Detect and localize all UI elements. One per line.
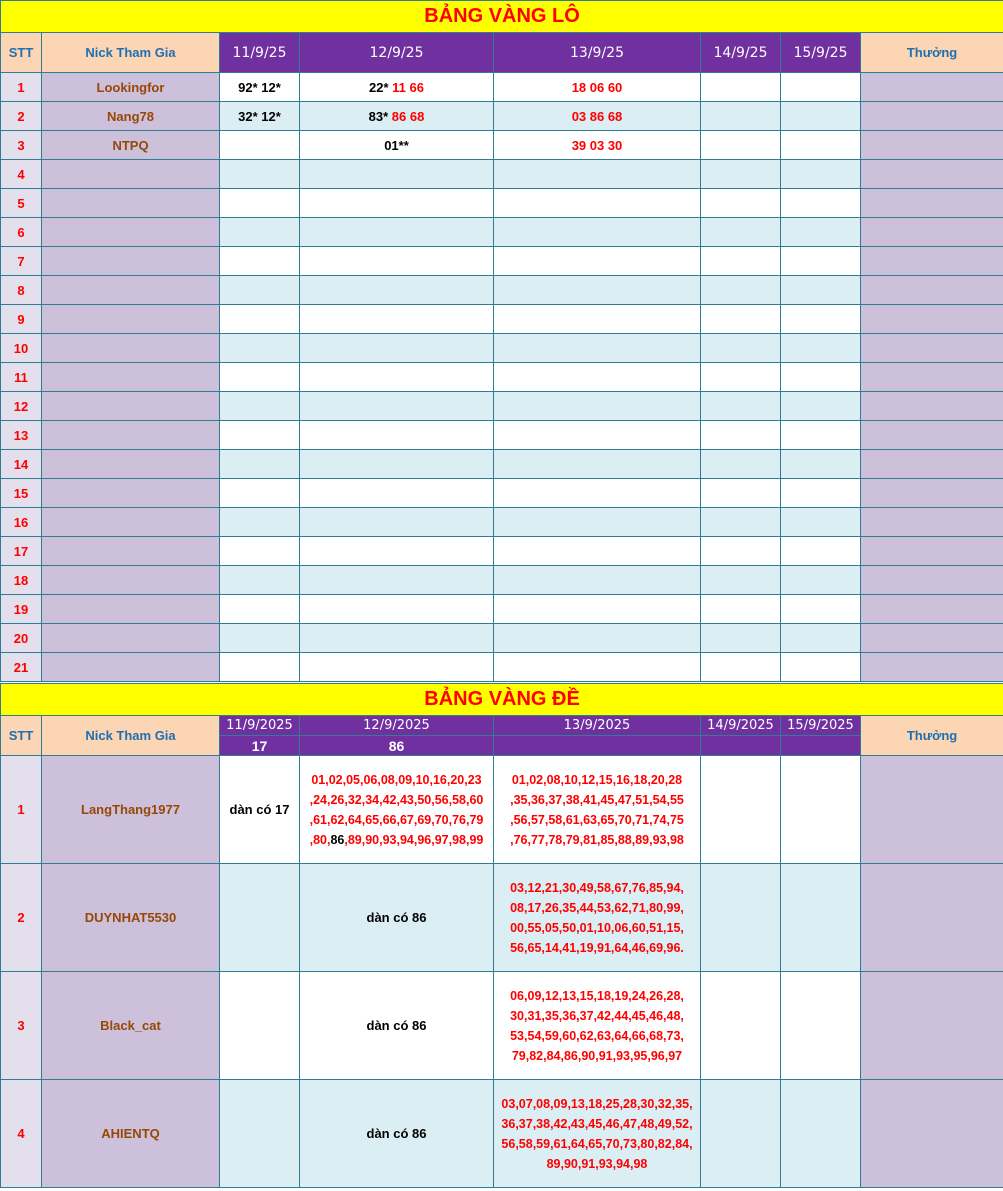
row-nick [42,508,220,537]
lo-table-row [1,653,1003,682]
row-nick [42,247,220,276]
row-prize [861,247,1003,276]
lo-day-3 [494,276,701,305]
de-day-2 [300,756,494,864]
lo-day-2 [300,537,494,566]
lo-day-4 [701,363,781,392]
lo-day-5 [781,102,861,131]
lo-table-row [1,624,1003,653]
lo-day-2 [300,160,494,189]
row-prize [861,972,1003,1080]
number-line [304,830,489,850]
de-day-1: dàn có 17 [220,756,300,864]
de-result-3 [494,736,701,756]
lo-day-5 [781,595,861,624]
number-line [304,810,489,830]
numbers-hit: 86 [330,832,345,847]
lo-table-row [1,392,1003,421]
row-prize [861,566,1003,595]
row-stt: 15 [1,479,42,508]
de-day-1 [220,864,300,972]
row-nick [42,566,220,595]
row-prize [861,305,1003,334]
row-stt: 6 [1,218,42,247]
lo-table-row [1,276,1003,305]
row-nick [42,363,220,392]
lo-day-5 [781,73,861,102]
lo-day-1 [220,305,300,334]
lo-day-2 [300,131,494,160]
lo-day-3 [494,508,701,537]
lo-table-row [1,218,1003,247]
lo-day-2 [300,218,494,247]
de-header-date-4: 14/9/2025 [701,716,781,736]
lo-day-3 [494,450,701,479]
de-day-3 [494,1080,701,1188]
lo-day-4 [701,450,781,479]
lo-table-row [1,160,1003,189]
lo-day-3 [494,566,701,595]
de-day-2: dàn có 86 [300,972,494,1080]
row-nick: NTPQ [42,131,220,160]
number-line: ,35,36,37,38,41,45,47,51,54,55 [510,792,684,807]
lo-day-2-black: 01** [384,137,409,153]
de-table-row [1,1080,1003,1188]
lo-table-row [1,595,1003,624]
lo-header-date-1: 11/9/25 [220,33,300,73]
de-day-2: dàn có 86 [300,864,494,972]
row-nick [42,218,220,247]
row-stt: 11 [1,363,42,392]
row-prize [861,392,1003,421]
row-stt: 3 [1,131,42,160]
lo-day-2 [300,653,494,682]
row-prize [861,864,1003,972]
row-stt: 7 [1,247,42,276]
lo-day-1 [220,537,300,566]
de-table-row [1,864,1003,972]
lo-day-5 [781,392,861,421]
lo-day-5 [781,479,861,508]
number-line: 36,37,38,42,43,45,46,47,48,49,52, [501,1116,693,1131]
de-day-4 [701,756,781,864]
number-line: 56,65,14,41,19,91,64,46,69,96. [510,940,684,955]
lo-day-4 [701,595,781,624]
lo-table-row [1,73,1003,102]
lo-day-4 [701,392,781,421]
lo-day-2 [300,595,494,624]
lo-day-2 [300,189,494,218]
lo-day-3 [494,479,701,508]
lo-header-stt: STT [1,33,42,73]
row-nick [42,624,220,653]
lo-day-3 [494,363,701,392]
de-day-5 [781,1080,861,1188]
row-prize [861,421,1003,450]
lo-table-row [1,421,1003,450]
lo-day-1: 92* 12* [220,73,300,102]
number-line: 00,55,05,50,01,10,06,60,51,15, [510,920,684,935]
lo-day-4 [701,131,781,160]
de-header-prize: Thưởng [861,716,1003,756]
row-stt: 18 [1,566,42,595]
lo-day-5 [781,421,861,450]
lo-day-4 [701,305,781,334]
de-table-row [1,756,1003,864]
row-stt: 13 [1,421,42,450]
row-nick [42,334,220,363]
lo-table-row [1,102,1003,131]
lo-day-5 [781,653,861,682]
row-stt: 5 [1,189,42,218]
row-nick [42,537,220,566]
lo-day-5 [781,160,861,189]
lo-table-row [1,537,1003,566]
lo-day-4 [701,73,781,102]
de-table-row [1,972,1003,1080]
lo-day-1 [220,189,300,218]
de-rows [1,756,1003,1188]
de-day-3 [494,756,701,864]
lo-day-4 [701,421,781,450]
number-line: 03,07,08,09,13,18,25,28,30,32,35, [501,1096,693,1111]
numbers-red: ,61,62,64,65,66,67,69,70,76,79 [309,812,484,827]
row-nick [42,189,220,218]
number-line: 56,58,59,61,64,65,70,73,80,82,84, [501,1136,693,1151]
row-stt: 8 [1,276,42,305]
lo-day-3 [494,421,701,450]
de-result-5 [781,736,861,756]
lo-day-2 [300,392,494,421]
row-prize [861,479,1003,508]
lo-day-4 [701,102,781,131]
lo-table-row [1,131,1003,160]
row-nick [42,595,220,624]
lo-day-1: 32* 12* [220,102,300,131]
lo-day-3 [494,218,701,247]
lo-table-row [1,363,1003,392]
row-nick [42,305,220,334]
lo-day-4 [701,653,781,682]
row-stt: 12 [1,392,42,421]
lo-day-1 [220,653,300,682]
row-nick [42,450,220,479]
lo-title: BẢNG VÀNG LÔ [1,1,1003,33]
lo-day-4 [701,247,781,276]
lo-day-5 [781,363,861,392]
bang-vang-de-table [0,683,1003,1188]
row-stt: 10 [1,334,42,363]
lo-day-3: 03 86 68 [494,102,701,131]
de-header-nick: Nick Tham Gia [42,716,220,756]
lo-day-1 [220,566,300,595]
lo-day-4 [701,537,781,566]
de-result-2: 86 [300,736,494,756]
lo-table-row [1,189,1003,218]
row-prize [861,160,1003,189]
lo-header-date-2: 12/9/25 [300,33,494,73]
lo-day-3 [494,160,701,189]
lo-day-2 [300,624,494,653]
de-day-4 [701,864,781,972]
lo-day-1 [220,392,300,421]
lo-header-date-5: 15/9/25 [781,33,861,73]
lo-day-3 [494,334,701,363]
lo-day-1 [220,131,300,160]
lo-day-1 [220,218,300,247]
lo-header-nick: Nick Tham Gia [42,33,220,73]
de-day-5 [781,756,861,864]
number-line: 79,82,84,86,90,91,93,95,96,97 [511,1048,683,1063]
lo-day-2 [300,305,494,334]
row-nick [42,479,220,508]
lo-table-row [1,305,1003,334]
lo-day-2 [300,363,494,392]
lo-header-date-4: 14/9/25 [701,33,781,73]
row-nick: DUYNHAT5530 [42,864,220,972]
lo-day-1 [220,595,300,624]
row-prize [861,756,1003,864]
lo-header-date-3: 13/9/25 [494,33,701,73]
row-stt: 2 [1,864,42,972]
row-prize [861,102,1003,131]
de-header-date-3: 13/9/2025 [494,716,701,736]
lo-table-row [1,566,1003,595]
lo-day-2-black: 22* [369,79,389,95]
numbers-red: ,24,26,32,34,42,43,50,56,58,60 [309,792,484,807]
numbers-red: ,89,90,93,94,96,97,98,99 [344,832,484,847]
lo-day-5 [781,450,861,479]
lo-day-4 [701,624,781,653]
row-prize [861,276,1003,305]
row-prize [861,508,1003,537]
lo-rows [1,73,1003,682]
lo-day-5 [781,189,861,218]
lo-day-4 [701,334,781,363]
row-nick [42,653,220,682]
lo-day-4 [701,479,781,508]
lo-table-row [1,334,1003,363]
row-nick: Black_cat [42,972,220,1080]
lo-day-4 [701,508,781,537]
row-stt: 14 [1,450,42,479]
de-day-1 [220,1080,300,1188]
number-line [304,770,489,790]
lo-day-4 [701,566,781,595]
lo-day-2 [300,73,494,102]
lo-day-3 [494,537,701,566]
lo-day-2-red: 11 66 [392,79,424,95]
de-day-3 [494,972,701,1080]
row-prize [861,624,1003,653]
de-day-2: dàn có 86 [300,1080,494,1188]
lo-day-3 [494,392,701,421]
row-prize [861,653,1003,682]
lo-day-3 [494,653,701,682]
lo-day-5 [781,334,861,363]
number-line: ,76,77,78,79,81,85,88,89,93,98 [510,832,684,847]
numbers-red: ,80, [309,832,331,847]
lo-day-4 [701,276,781,305]
lo-day-3 [494,305,701,334]
lo-day-2-red: 86 68 [391,108,425,124]
row-stt: 21 [1,653,42,682]
lo-day-5 [781,131,861,160]
row-prize [861,537,1003,566]
lo-day-5 [781,247,861,276]
de-header-stt: STT [1,716,42,756]
lo-day-2 [300,102,494,131]
lo-day-1 [220,479,300,508]
lo-day-2 [300,508,494,537]
row-prize [861,189,1003,218]
row-prize [861,131,1003,160]
de-day-1 [220,972,300,1080]
lo-header-prize: Thưởng [861,33,1003,73]
lo-day-5 [781,276,861,305]
row-prize [861,334,1003,363]
lo-table-row [1,479,1003,508]
lo-day-1 [220,450,300,479]
lo-day-1 [220,421,300,450]
lo-day-2 [300,566,494,595]
row-prize [861,73,1003,102]
number-line: 53,54,59,60,62,63,64,66,68,73, [510,1028,684,1043]
row-stt: 17 [1,537,42,566]
row-stt: 3 [1,972,42,1080]
lo-day-3: 18 06 60 [494,73,701,102]
number-line [304,790,489,810]
de-header-date-2: 12/9/2025 [300,716,494,736]
de-header-date-1: 11/9/2025 [220,716,300,736]
de-header-date-5: 15/9/2025 [781,716,861,736]
lo-day-3 [494,624,701,653]
lo-day-5 [781,566,861,595]
de-day-5 [781,972,861,1080]
row-stt: 2 [1,102,42,131]
number-line: 06,09,12,13,15,18,19,24,26,28, [510,988,684,1003]
lo-table-row [1,450,1003,479]
row-prize [861,595,1003,624]
lo-day-1 [220,508,300,537]
number-line: 30,31,35,36,37,42,44,45,46,48, [510,1008,684,1023]
lo-day-2 [300,334,494,363]
row-stt: 20 [1,624,42,653]
row-stt: 9 [1,305,42,334]
lo-table-row [1,508,1003,537]
row-prize [861,218,1003,247]
number-line: ,56,57,58,61,63,65,70,71,74,75 [510,812,684,827]
lo-day-2 [300,479,494,508]
lo-day-2 [300,247,494,276]
number-line: 89,90,91,93,94,98 [546,1156,648,1171]
row-nick: AHIENTQ [42,1080,220,1188]
de-day-4 [701,972,781,1080]
number-line: 08,17,26,35,44,53,62,71,80,99, [510,900,684,915]
de-day-4 [701,1080,781,1188]
lo-day-1 [220,334,300,363]
row-stt: 4 [1,1080,42,1188]
lo-day-5 [781,624,861,653]
lo-day-2 [300,450,494,479]
lo-day-3 [494,595,701,624]
lo-day-3 [494,189,701,218]
row-nick: LangThang1977 [42,756,220,864]
row-prize [861,450,1003,479]
de-title: BẢNG VÀNG ĐỀ [1,684,1003,716]
de-result-1: 17 [220,736,300,756]
de-day-5 [781,864,861,972]
number-line: 01,02,08,10,12,15,16,18,20,28 [511,772,683,787]
lo-day-5 [781,508,861,537]
row-stt: 19 [1,595,42,624]
de-result-4 [701,736,781,756]
row-stt: 16 [1,508,42,537]
row-stt: 1 [1,756,42,864]
lo-day-2 [300,276,494,305]
row-nick [42,421,220,450]
lo-day-3: 39 03 30 [494,131,701,160]
row-stt: 1 [1,73,42,102]
row-nick [42,276,220,305]
lo-table-row [1,247,1003,276]
row-nick [42,392,220,421]
lo-day-1 [220,160,300,189]
lo-day-5 [781,218,861,247]
number-line: 03,12,21,30,49,58,67,76,85,94, [510,880,684,895]
row-nick [42,160,220,189]
lo-day-1 [220,363,300,392]
lo-day-2-black: 83* [368,108,389,124]
row-nick: Nang78 [42,102,220,131]
lo-day-1 [220,247,300,276]
de-day-3 [494,864,701,972]
row-stt: 4 [1,160,42,189]
lo-day-4 [701,160,781,189]
lo-day-1 [220,624,300,653]
lo-day-4 [701,218,781,247]
lo-day-5 [781,305,861,334]
lo-day-4 [701,189,781,218]
lo-day-1 [220,276,300,305]
lo-day-5 [781,537,861,566]
row-prize [861,1080,1003,1188]
row-prize [861,363,1003,392]
row-nick: Lookingfor [42,73,220,102]
numbers-red: 01,02,05,06,08,09,10,16,20,23 [311,772,482,787]
lo-day-3 [494,247,701,276]
lo-day-2 [300,421,494,450]
